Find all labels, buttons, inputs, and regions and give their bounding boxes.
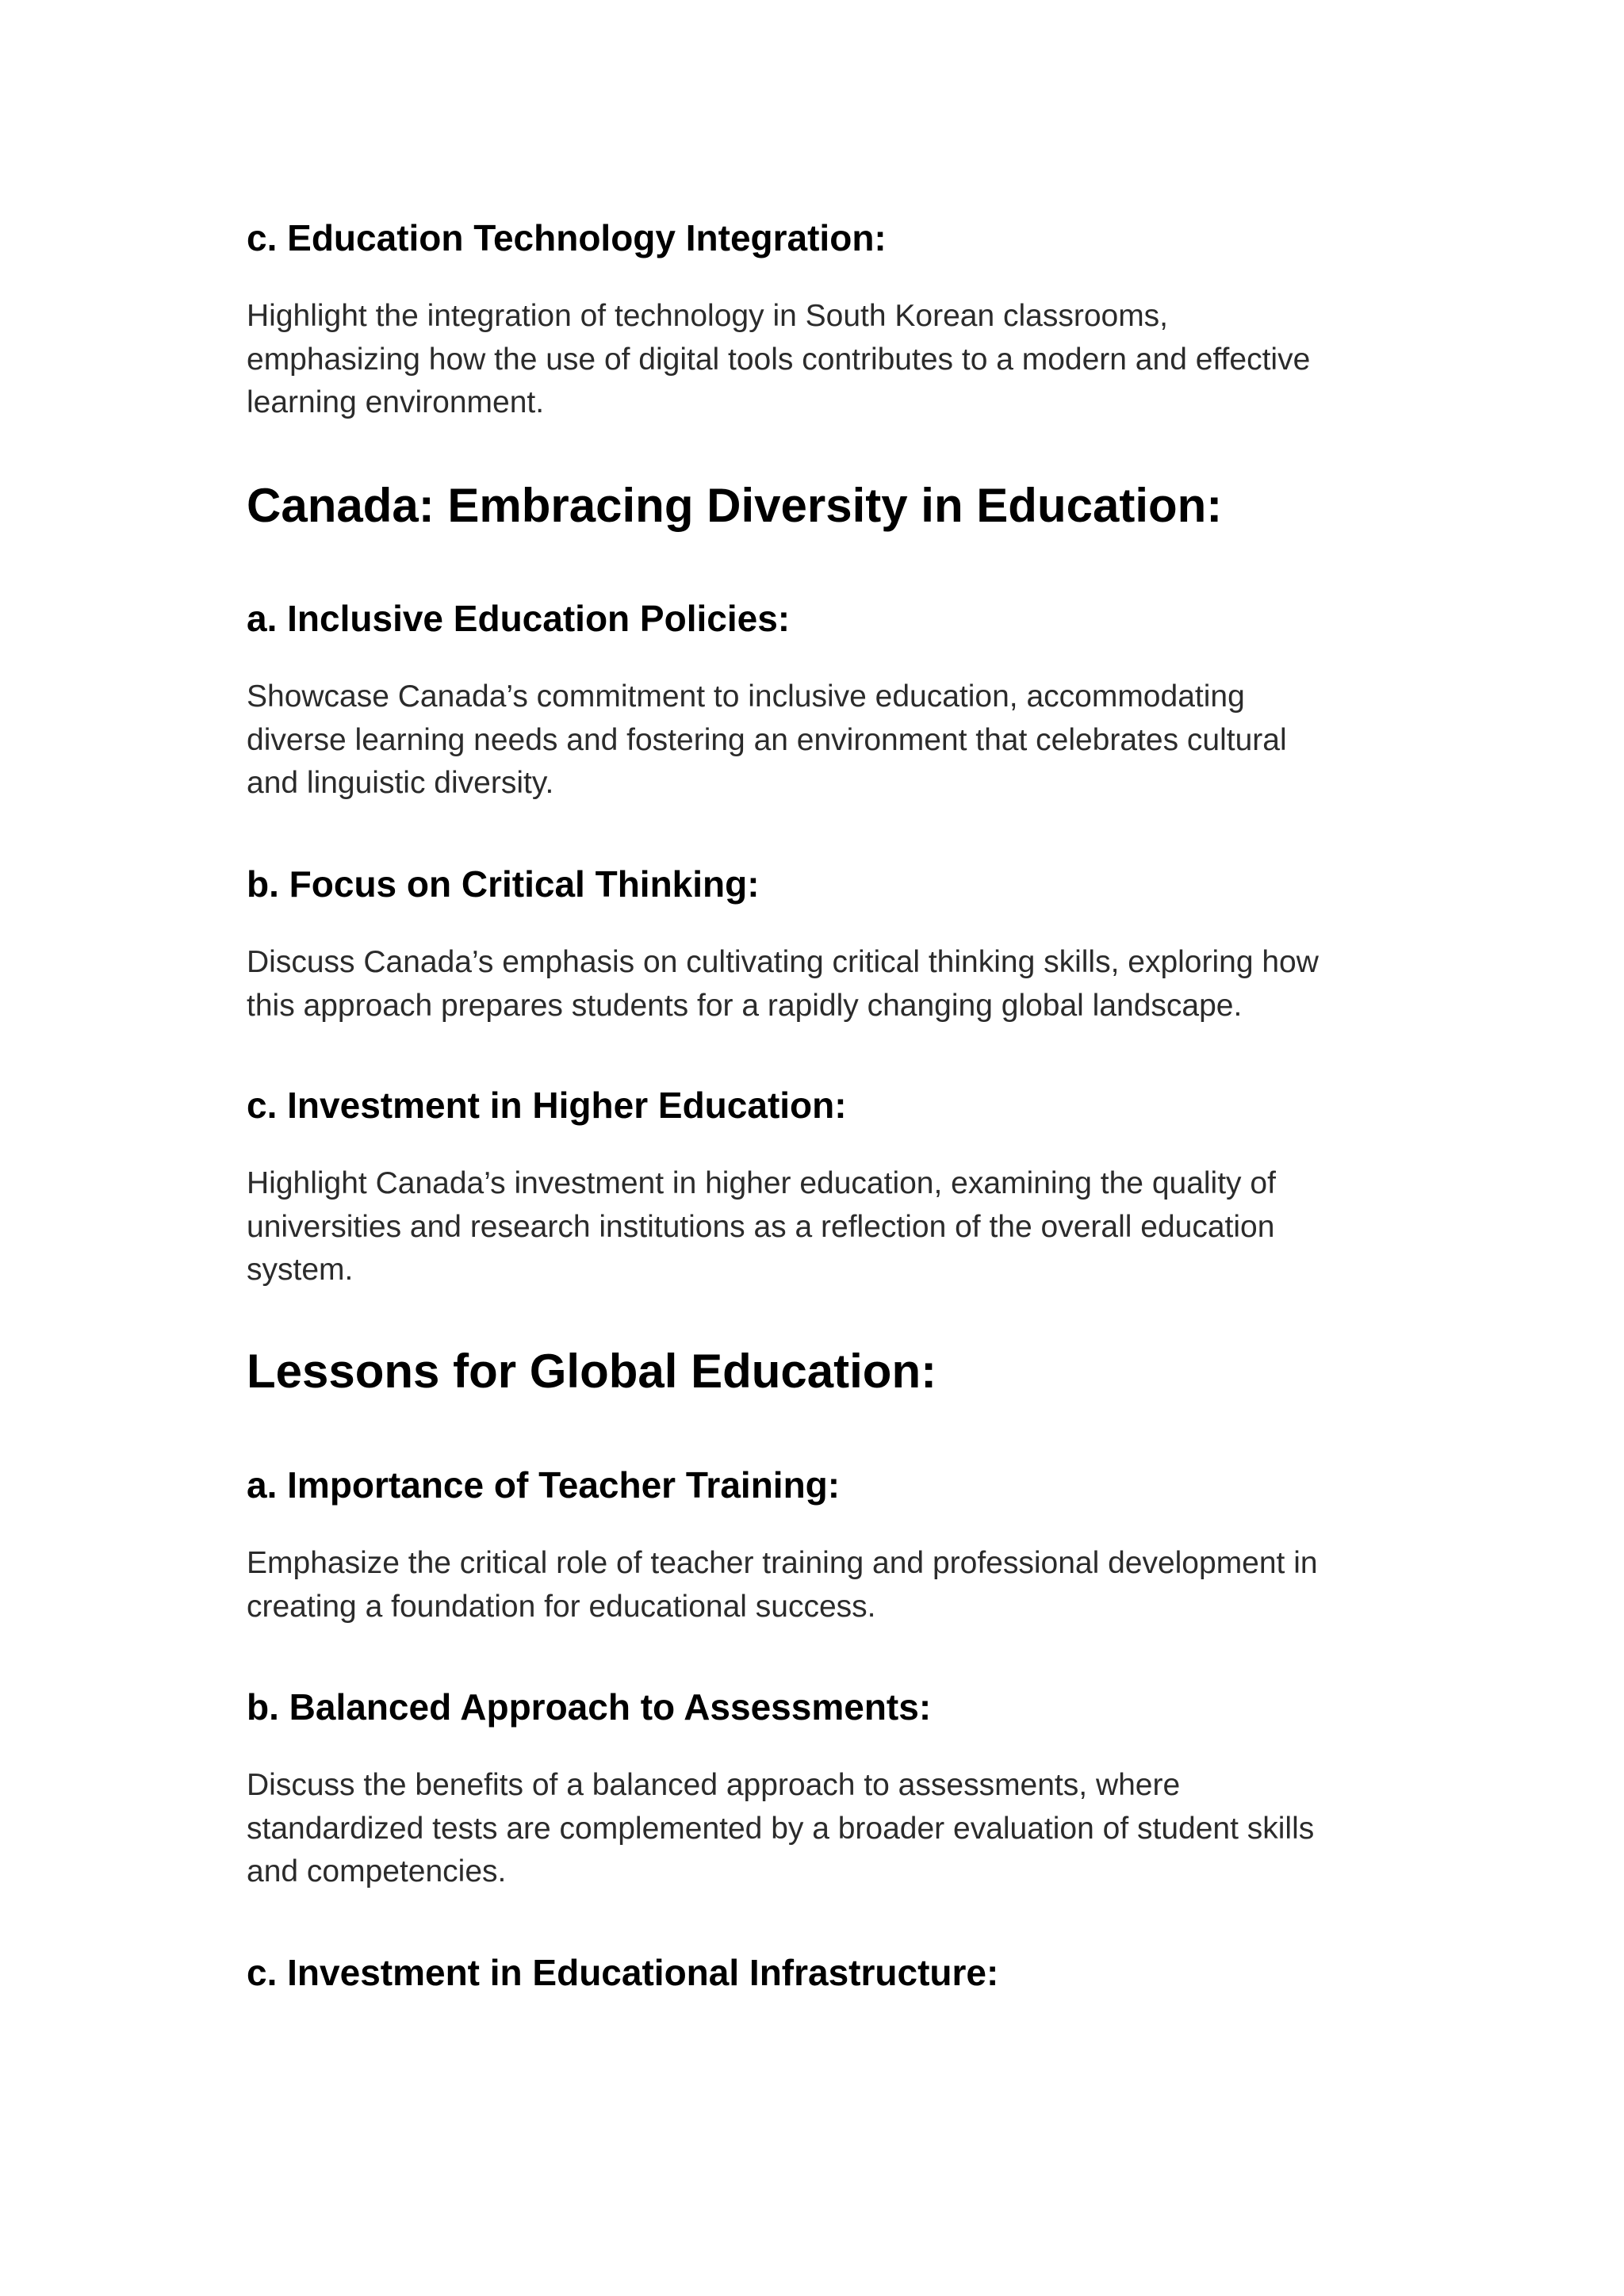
paragraph-line: diverse learning needs and fostering an environment that celebrates cultural xyxy=(247,722,1287,757)
paragraph-line: and competencies. xyxy=(247,1854,507,1888)
paragraph-higher-ed xyxy=(247,1162,1388,1292)
paragraph-line: Discuss the benefits of a balanced approach to assessments, where xyxy=(247,1768,1181,1802)
paragraph-inclusive xyxy=(247,675,1388,806)
heading-lessons: Lessons for Global Education: xyxy=(247,1345,937,1398)
paragraph-line: standardized tests are complemented by a broader evaluation of student skills xyxy=(247,1811,1315,1846)
paragraph-line: learning environment. xyxy=(247,385,545,419)
paragraph-line: emphasizing how the use of digital tools contributes to a modern and effective xyxy=(247,342,1311,377)
paragraph-line: Discuss Canada’s emphasis on cultivating critical thinking skills, exploring how xyxy=(247,945,1319,979)
heading-canada: Canada: Embracing Diversity in Education: xyxy=(247,479,1223,532)
subheading-inclusive: a. Inclusive Education Policies: xyxy=(247,598,791,639)
paragraph-assessments xyxy=(247,1764,1388,1894)
paragraph-line: creating a foundation for educational success. xyxy=(247,1589,876,1624)
paragraph-line: Highlight Canada’s investment in higher education, examining the quality of xyxy=(247,1166,1276,1200)
subheading-critical: b. Focus on Critical Thinking: xyxy=(247,863,760,905)
paragraph-line: Showcase Canada’s commitment to inclusive education, accommodating xyxy=(247,679,1245,714)
subheading-edtech: c. Education Technology Integration: xyxy=(247,217,887,258)
paragraph-teacher-training xyxy=(247,1542,1388,1628)
subheading-assessments: b. Balanced Approach to Assessments: xyxy=(247,1686,932,1728)
paragraph-edtech xyxy=(247,295,1388,425)
subheading-teacher-training: a. Importance of Teacher Training: xyxy=(247,1464,841,1506)
paragraph-critical xyxy=(247,941,1388,1027)
paragraph-line: and linguistic diversity. xyxy=(247,766,554,800)
paragraph-line: Highlight the integration of technology in South Korean classrooms, xyxy=(247,299,1169,333)
subheading-higher-ed: c. Investment in Higher Education: xyxy=(247,1085,847,1126)
paragraph-line: this approach prepares students for a rapidly changing global landscape. xyxy=(247,988,1243,1023)
paragraph-line: Emphasize the critical role of teacher training and professional development in xyxy=(247,1546,1318,1580)
paragraph-line: system. xyxy=(247,1253,354,1287)
paragraph-line: universities and research institutions as a reflection of the overall education xyxy=(247,1209,1275,1244)
subheading-infrastructure: c. Investment in Educational Infrastructure: xyxy=(247,1952,999,1993)
